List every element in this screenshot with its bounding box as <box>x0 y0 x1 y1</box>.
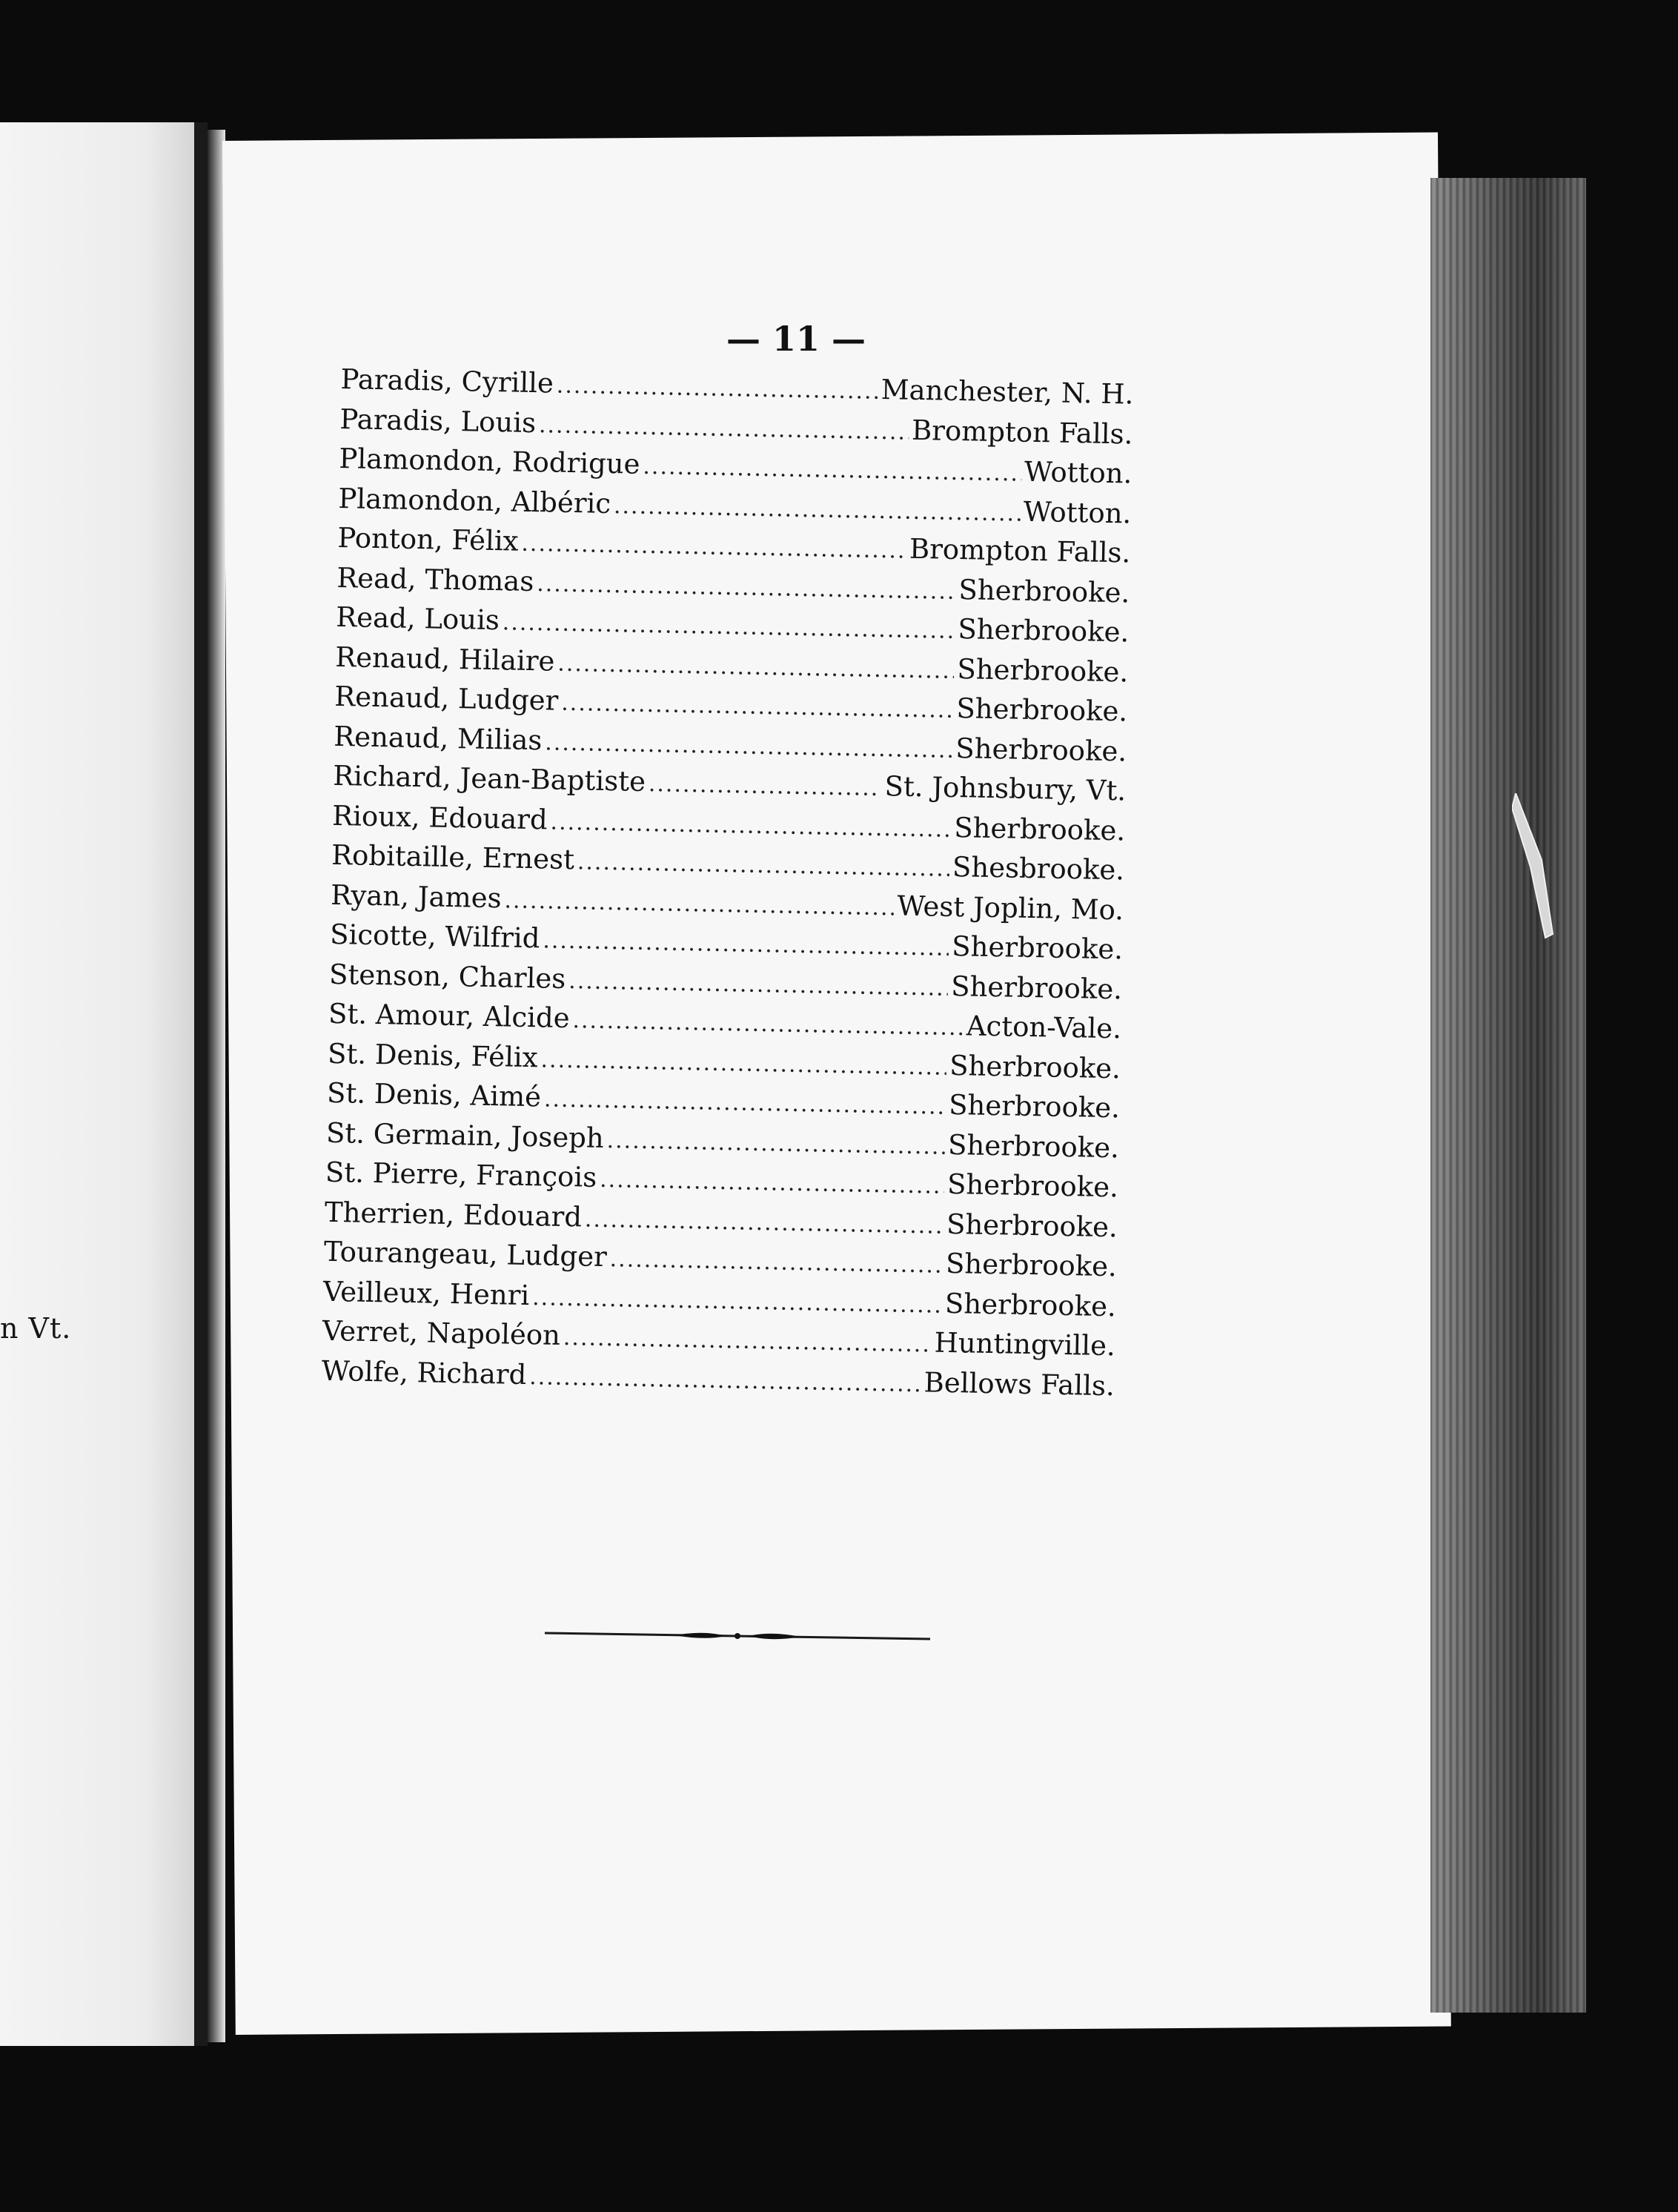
entry-place: Huntingville. <box>934 1326 1116 1362</box>
dot-leader <box>561 690 954 723</box>
dot-leader <box>557 650 955 683</box>
entry-place: Manchester, N. H. <box>881 374 1134 411</box>
entry-place: Sherbrooke. <box>946 1168 1119 1204</box>
dot-leader <box>609 1246 943 1279</box>
dot-leader <box>521 531 906 564</box>
dot-leader <box>585 1206 944 1239</box>
entry-place: Sherbrooke. <box>945 1247 1118 1283</box>
entry-place: Sherbrooke. <box>953 811 1126 847</box>
left-page <box>0 122 208 2046</box>
entry-name: St. Pierre, François <box>325 1156 597 1193</box>
entry-name: Paradis, Louis <box>339 403 537 439</box>
entry-name: Renaud, Hilaire <box>334 640 555 678</box>
entry-place: Sherbrooke. <box>946 1208 1118 1243</box>
entry-place: Wotton. <box>1023 495 1132 530</box>
entry-place: Sherbrooke. <box>958 613 1130 649</box>
entry-place: Bellows Falls. <box>923 1365 1115 1402</box>
entry-name: Therrien, Edouard <box>324 1196 583 1233</box>
dot-leader <box>543 927 949 961</box>
entry-name: Plamondon, Rodrigue <box>339 442 640 480</box>
entry-name: Wolfe, Richard <box>321 1354 527 1391</box>
bookmark-ribbon <box>1512 793 1556 941</box>
dot-leader <box>572 1007 964 1041</box>
entry-name: Ponton, Félix <box>337 521 519 557</box>
dot-leader <box>606 1127 945 1160</box>
entry-place: Sherbrooke. <box>949 1049 1121 1085</box>
dot-leader <box>539 412 909 446</box>
entry-name: St. Denis, Aimé <box>326 1076 542 1113</box>
entry-name: Richard, Jean-Baptiste <box>332 759 646 798</box>
dot-leader <box>614 493 1021 527</box>
entry-place: St. Johnsbury, Vt. <box>884 770 1127 807</box>
entry-name: Sicotte, Wilfrid <box>329 918 540 955</box>
dot-leader <box>504 887 895 921</box>
entry-name: Rioux, Edouard <box>331 799 548 835</box>
dot-leader <box>600 1167 945 1199</box>
entry-place: Brompton Falls. <box>911 414 1133 451</box>
entry-place: Sherbrooke. <box>944 1287 1117 1322</box>
entry-name: Renaud, Ludger <box>334 680 559 717</box>
dot-leader <box>503 609 955 644</box>
dot-leader <box>545 729 953 764</box>
dot-leader <box>537 571 956 605</box>
dot-leader <box>557 373 879 405</box>
entry-name: Stenson, Charles <box>328 958 566 995</box>
dot-leader <box>563 1325 932 1358</box>
entry-name: Plamondon, Albéric <box>338 482 611 520</box>
entry-name: Renaud, Milias <box>333 720 543 756</box>
entry-place: Acton-Vale. <box>966 1010 1122 1045</box>
left-page-text-fragment: n Vt. <box>0 1312 72 1345</box>
dot-leader <box>529 1364 921 1397</box>
dot-leader <box>568 968 949 1001</box>
dot-leader <box>550 809 951 842</box>
entry-name: Tourangeau, Ludger <box>323 1235 608 1274</box>
entry-name: Read, Louis <box>336 600 500 637</box>
entry-place: Sherbrooke. <box>947 1128 1120 1164</box>
entry-name: St. Germain, Joseph <box>325 1116 605 1154</box>
entry-name: Ryan, James <box>330 878 502 914</box>
entry-name: Read, Thomas <box>336 561 534 597</box>
dot-leader <box>577 849 950 882</box>
page-edges <box>1430 178 1586 2013</box>
dot-leader <box>544 1086 946 1119</box>
entry-name: St. Amour, Alcide <box>328 997 570 1035</box>
book-gutter <box>194 122 208 2046</box>
ornamental-divider <box>545 1620 930 1649</box>
gutter-shadow <box>208 130 225 2042</box>
entry-place: Sherbrooke. <box>950 970 1123 1005</box>
entry-place: Sherbrooke. <box>956 692 1128 728</box>
entry-place: Sherbrooke. <box>955 732 1127 767</box>
entry-place: Brompton Falls. <box>909 532 1131 569</box>
page-number: — 11 — <box>726 319 866 359</box>
entry-place: Shesbrooke. <box>952 850 1125 887</box>
entry-name: Verret, Napoléon <box>322 1314 561 1351</box>
entry-name: Veilleux, Henri <box>322 1275 530 1311</box>
entry-place: Wotton. <box>1024 455 1133 490</box>
dot-leader <box>649 771 882 801</box>
entry-place: Sherbrooke. <box>958 573 1130 609</box>
entry-place: Sherbrooke. <box>957 652 1129 688</box>
dot-leader <box>643 454 1021 487</box>
dot-leader <box>540 1047 946 1081</box>
entry-name: Robitaille, Ernest <box>331 838 575 876</box>
dot-leader <box>532 1285 942 1319</box>
entry-place: Sherbrooke. <box>948 1088 1121 1125</box>
entry-name: Paradis, Cyrille <box>340 363 554 400</box>
name-list <box>321 363 1134 1409</box>
entry-place: West Joplin, Mo. <box>897 890 1124 926</box>
entry-name: St. Denis, Félix <box>327 1037 539 1073</box>
entry-place: Sherbrooke. <box>951 930 1124 966</box>
